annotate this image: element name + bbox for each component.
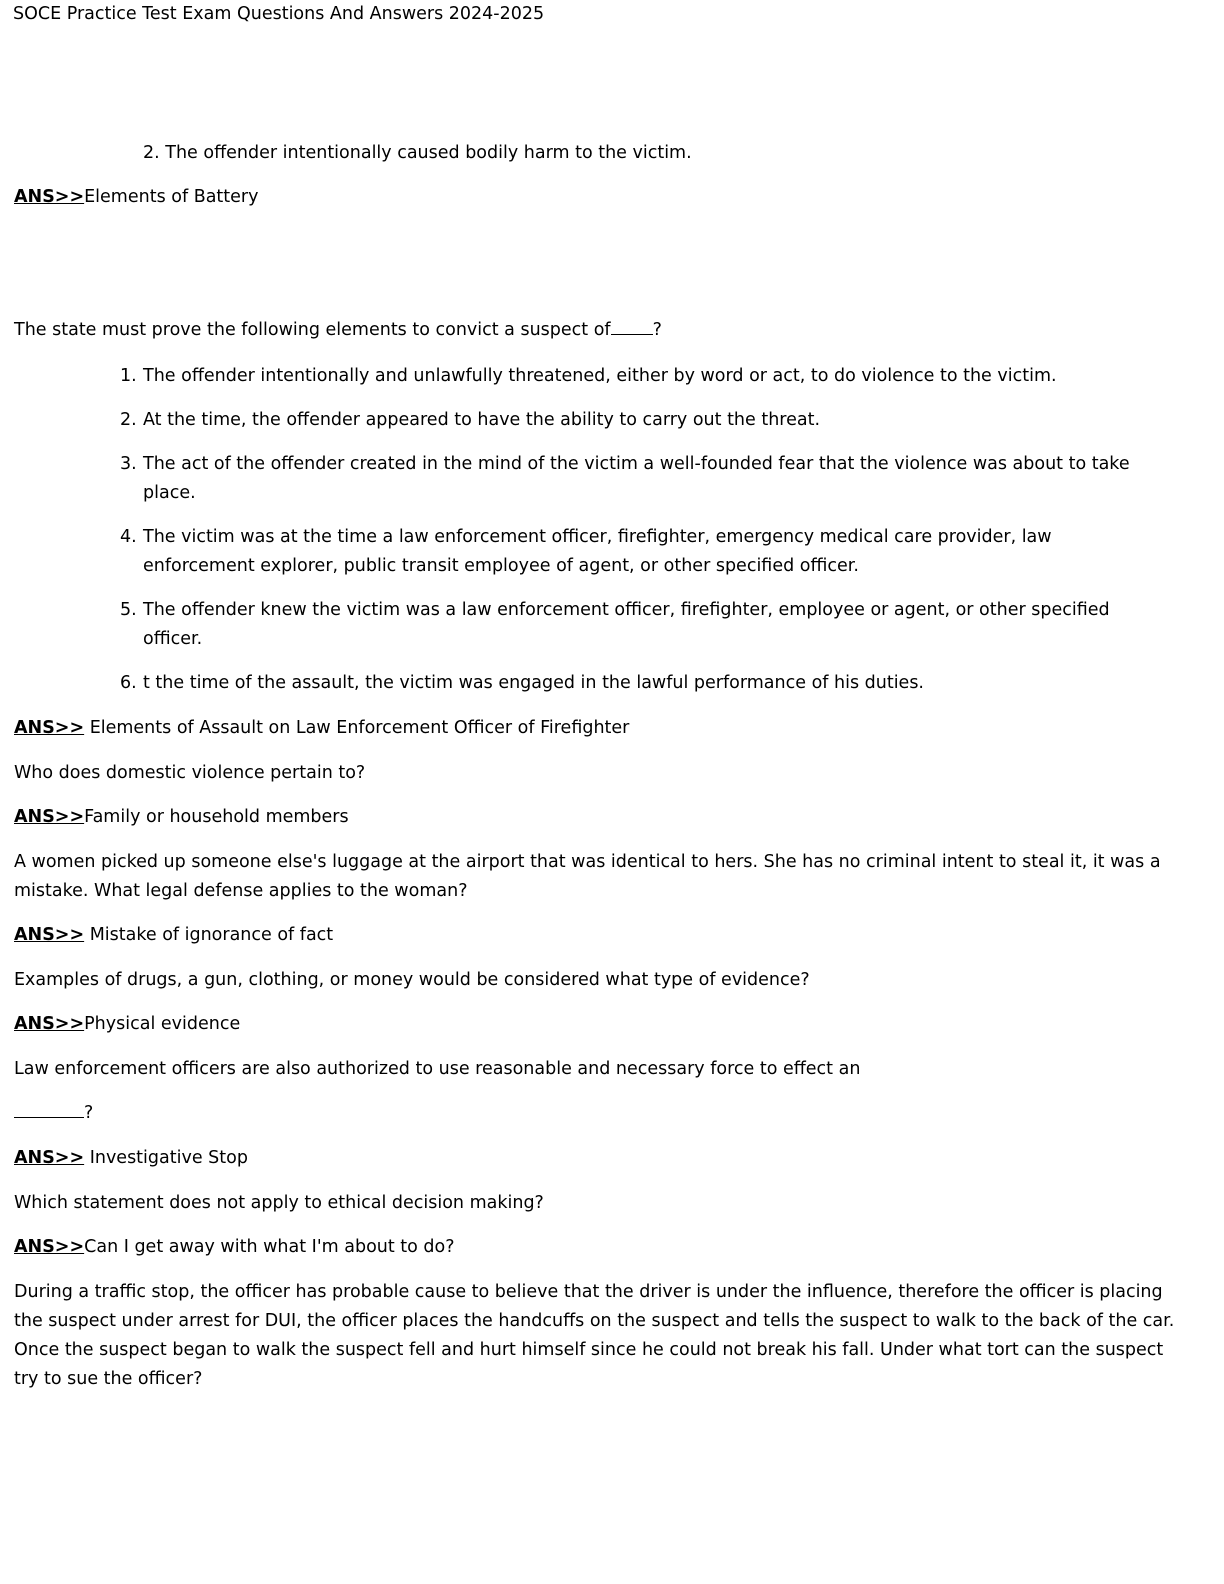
answer-luggage [14, 921, 1184, 950]
assault-answer [14, 714, 1184, 743]
answer-text: Elements of Assault on Law Enforcement Officer of Firefighter [84, 718, 630, 738]
answer-text: Investigative Stop [84, 1148, 248, 1168]
question-force-blank [14, 1099, 1184, 1128]
answer-domestic-violence [14, 803, 1184, 832]
list-item-number: 5. [120, 600, 137, 620]
list-item-number: 1. [120, 366, 137, 386]
question-evidence: Examples of drugs, a gun, clothing, or money would be considered what type of evidence? [14, 970, 810, 990]
answer-prefix: ANS>> [14, 1237, 85, 1257]
list-item-number: 4. [120, 527, 137, 547]
answer-prefix: ANS>> [14, 1148, 85, 1168]
list-item [120, 406, 1160, 435]
question-mark: ? [652, 320, 662, 340]
answer-prefix: ANS>> [14, 187, 85, 207]
list-item [120, 523, 1160, 581]
list-item-text: The offender knew the victim was a law enforcement officer, firefighter, employee or agent, or other specified officer. [143, 600, 1110, 649]
list-item-text: The victim was at the time a law enforcement officer, firefighter, emergency medical care provider, law enforcement explorer, public transit employee of agent, or other specified officer. [143, 527, 1052, 576]
answer-evidence [14, 1010, 1184, 1039]
list-item-text: The act of the offender created in the mind of the victim a well-founded fear that the violence was about to take place. [143, 454, 1130, 503]
answer-prefix: ANS>> [14, 807, 85, 827]
answer-text: Mistake of ignorance of fact [84, 925, 334, 945]
question-mark: ? [84, 1103, 94, 1123]
assault-elements-list [120, 362, 1160, 713]
battery-element-number: 2. [143, 143, 160, 163]
battery-element-item [143, 139, 692, 168]
answer-text: Can I get away with what I'm about to do? [84, 1237, 455, 1257]
answer-ethics [14, 1233, 1184, 1262]
fill-in-blank [14, 1099, 84, 1118]
assault-question [14, 316, 1184, 345]
list-item-text: The offender intentionally and unlawfully threatened, either by word or act, to do violence to the victim. [143, 366, 1057, 386]
list-item-text: At the time, the offender appeared to have the ability to carry out the threat. [143, 410, 821, 430]
battery-answer [14, 183, 1184, 212]
document-header: SOCE Practice Test Exam Questions And Answers 2024-2025 [13, 4, 545, 24]
question-traffic-stop: During a traffic stop, the officer has probable cause to believe that the driver is under the influence, therefore the officer is placing the suspect under arrest for DUI, the officer places the handcuffs on the suspect and tells the suspect to walk to the back of the car. Once the suspect began to walk the suspect fell and hurt himself since he could not break his fall. Under what tort can the suspect try to sue the officer? [14, 1282, 1175, 1389]
answer-text: Physical evidence [84, 1014, 241, 1034]
question-ethics: Which statement does not apply to ethical decision making? [14, 1193, 544, 1213]
question-force: Law enforcement officers are also authorized to use reasonable and necessary force to effect an [14, 1059, 861, 1079]
question-domestic-violence: Who does domestic violence pertain to? [14, 763, 366, 783]
list-item-number: 3. [120, 454, 137, 474]
list-item [120, 450, 1160, 508]
question-text: The state must prove the following elements to convict a suspect of [14, 320, 611, 340]
list-item [120, 669, 1160, 698]
fill-in-blank [611, 316, 653, 335]
answer-prefix: ANS>> [14, 925, 85, 945]
answer-force [14, 1144, 1184, 1173]
list-item-number: 6. [120, 673, 137, 693]
answer-text: Family or household members [84, 807, 349, 827]
answer-text: Elements of Battery [84, 187, 259, 207]
answer-prefix: ANS>> [14, 718, 85, 738]
question-luggage: A women picked up someone else's luggage at the airport that was identical to hers. She has no criminal intent to steal it, it was a mistake. What legal defense applies to the woman? [14, 852, 1161, 901]
battery-element-text: The offender intentionally caused bodily harm to the victim. [165, 143, 692, 163]
list-item [120, 362, 1160, 391]
answer-prefix: ANS>> [14, 1014, 85, 1034]
list-item [120, 596, 1160, 654]
list-item-text: t the time of the assault, the victim was engaged in the lawful performance of his duties. [143, 673, 924, 693]
list-item-number: 2. [120, 410, 137, 430]
